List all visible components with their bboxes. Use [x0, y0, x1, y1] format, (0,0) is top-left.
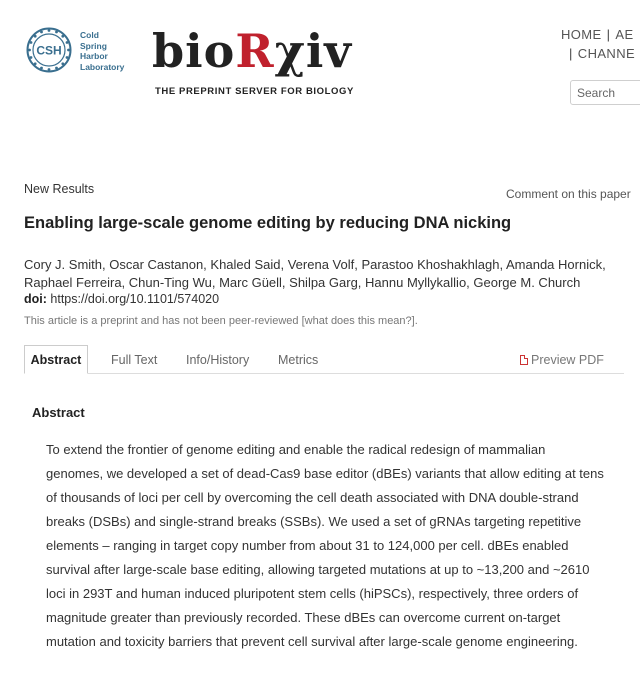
csh-name-line: Laboratory [80, 61, 125, 72]
tab-metrics[interactable]: Metrics [278, 353, 319, 367]
search-input[interactable] [570, 80, 640, 105]
biorxiv-logo[interactable] [152, 24, 352, 78]
preview-pdf-button[interactable] [520, 346, 604, 374]
tab-info-history[interactable]: Info/History [186, 353, 250, 367]
preview-pdf-label: Preview PDF [531, 353, 604, 367]
nav-about-link[interactable]: AE [615, 27, 634, 42]
nav-separator: | [569, 46, 573, 61]
abstract-heading: Abstract [32, 405, 85, 420]
article-title: Enabling large-scale genome editing by reducing DNA nicking [24, 214, 512, 232]
doi-line [24, 292, 219, 306]
article-type: New Results [24, 182, 95, 196]
brand-part-r: R [235, 24, 275, 78]
abstract-body: To extend the frontier of genome editing and enable the radical redesign of mammalian genomes, we developed a set of dead-Cas9 base editor (dBEs) variants that allow editing at tens of thousands of loci per cell by overcoming the cell death associated with DNA double-strand breaks (DSBs) and single-strand breaks (SSBs). We used a set of gRNAs targeting repetitive elements – ranging in target copy number from about 31 to 124,000 per cell. dBEs enabled survival after large-scale base editing, allowing targeted mutations at up to ~13,200 and ~2610 loci in 293T and human induced pluripotent stem cells (hiPSCs), respectively, three orders of magnitude greater than previously recorded. These dBEs can overcome current on-target mutation and toxicity barriers that prevent cell survival after large-scale genome engineering. [46, 442, 604, 649]
nav-home-link[interactable]: HOME [561, 27, 602, 42]
brand-part-bio: bio [152, 24, 236, 78]
doi-link[interactable]: https://doi.org/10.1101/574020 [50, 292, 220, 306]
csh-logo[interactable] [26, 27, 72, 73]
tab-abstract[interactable]: Abstract [24, 345, 88, 374]
pdf-document-icon [520, 355, 528, 365]
preprint-notice[interactable]: This article is a preprint and has not been peer-reviewed [what does this mean?]. [24, 315, 418, 327]
top-nav-row [561, 27, 634, 42]
site-tagline: THE PREPRINT SERVER FOR BIOLOGY [155, 86, 354, 97]
brand-part-xiv: χiv [274, 24, 353, 78]
top-nav-row-2 [569, 46, 635, 61]
csh-name[interactable] [80, 30, 124, 72]
doi-label: doi: [24, 292, 47, 306]
author-list[interactable]: Cory J. Smith, Oscar Castanon, Khaled Said, Verena Volf, Parastoo Khoshakhlagh, Amanda Hornick, Raphael Ferreira, Chun-Ting Wu, Marc Güell, Shilpa Garg, Hannu Myllykallio, George M. Church [24, 257, 606, 290]
csh-logo-text: CSH [36, 43, 62, 58]
csh-name-line: Spring [80, 40, 107, 51]
tab-full-text[interactable]: Full Text [111, 353, 158, 367]
nav-channels-link[interactable]: CHANNE [577, 46, 636, 61]
csh-name-line: Cold [80, 30, 99, 40]
nav-separator: | [606, 27, 611, 42]
csh-name-line: Harbor [80, 51, 108, 61]
comment-link[interactable]: Comment on this paper [506, 187, 631, 201]
